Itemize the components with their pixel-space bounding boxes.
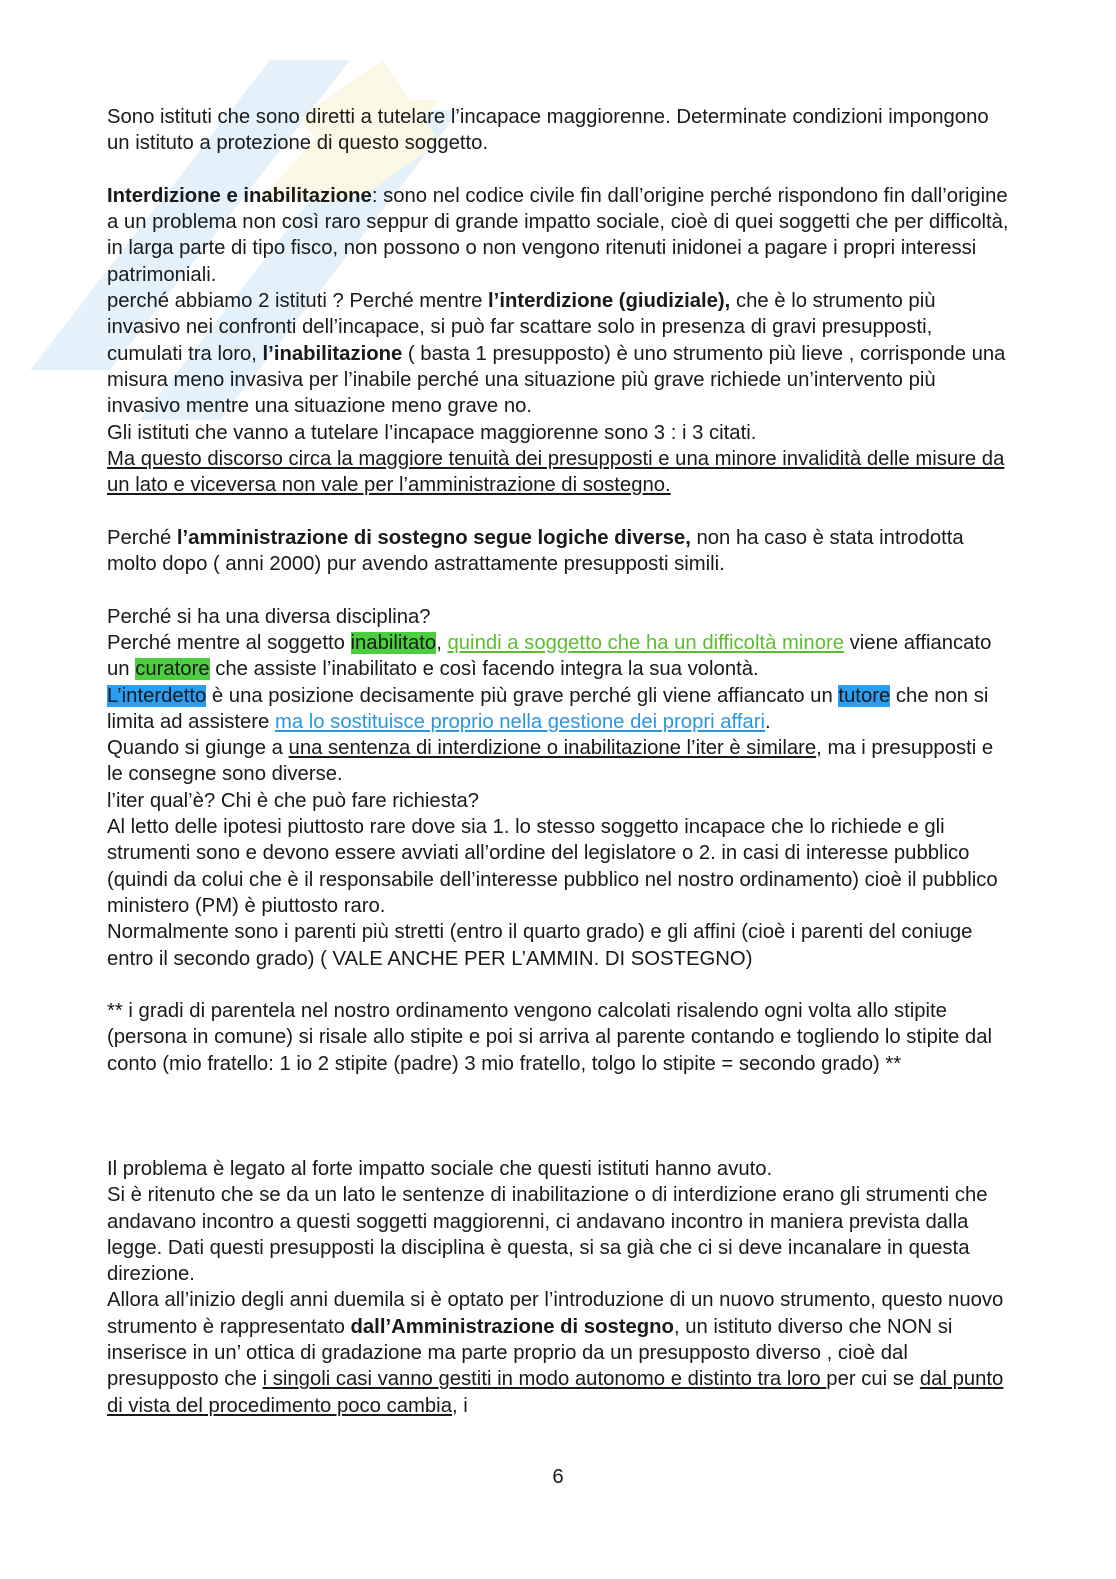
paragraph-amministrazione bbox=[107, 525, 1012, 578]
bold-term: Interdizione e inabilitazione bbox=[107, 184, 372, 207]
paragraph-interdetto bbox=[107, 683, 1012, 736]
highlight-interdetto: L’interdetto bbox=[107, 684, 207, 707]
bold-term: l’amministrazione di sostegno segue logiche diverse, bbox=[176, 526, 691, 549]
page-number: 6 bbox=[552, 1466, 564, 1488]
green-underlined-text: quindi a soggetto che ha un difficoltà minore bbox=[447, 631, 845, 654]
text-run: viene affiancato un bbox=[107, 631, 992, 681]
paragraph-due-istituti bbox=[107, 288, 1012, 419]
paragraph-interdizione bbox=[107, 183, 1012, 288]
text-run: per cui se bbox=[826, 1368, 920, 1391]
text-run: , i bbox=[451, 1394, 468, 1417]
text-run: che è lo strumento più invasivo nei confronti dell’incapace, si può far scattare solo in presenza di gravi presupposti, cumulati tra loro, bbox=[107, 290, 936, 365]
spacer bbox=[107, 157, 1012, 183]
spacer bbox=[107, 498, 1012, 524]
bold-term: l’interdizione (giudiziale), bbox=[488, 290, 731, 313]
paragraph-ritenuto: Si è ritenuto che se da un lato le sentenze di inabilitazione o di interdizione erano gli strumenti che andavano incontro a questi soggetti maggiorenni, ci andavano incontro in maniera prevista dalla legge. Dati questi presupposti la disciplina è questa, si sa già che ci si deve incanalare in questa direzione. bbox=[107, 1184, 988, 1286]
paragraph-underlined: Ma questo discorso circa la maggiore tenuità dei presupposti e una minore invalidità delle misure da un lato e viceversa non vale per l’amministrazione di sostegno. bbox=[107, 447, 1005, 497]
bold-term: l’inabilitazione bbox=[262, 342, 403, 365]
paragraph-ipotesi: Al letto delle ipotesi piuttosto rare dove sia 1. lo stesso soggetto incapace che lo richiede e gli strumenti sono e devono essere avviati all’ordine del legislatore o 2. in casi di interesse pubblico (quindi da colui che è il responsabile dell’interesse pubblico nel nostro ordinamento) cioè il pubblico ministero (PM) è piuttosto raro. bbox=[107, 816, 998, 917]
text-run: non ha caso è stata introdotta molto dopo ( anni 2000) pur avendo astrattamente presupposti simili. bbox=[107, 526, 964, 576]
bold-term: dall’Amministrazione di sostegno bbox=[350, 1315, 674, 1338]
highlight-curatore: curatore bbox=[135, 658, 210, 681]
text-run: ( basta 1 presupposto) è uno strumento più lieve , corrisponde una misura meno invasiva per l’inabile perché una situazione più grave richiede un’intervento più invasivo mentre una situazione meno grave no. bbox=[107, 342, 1006, 418]
text-run: Perché bbox=[107, 526, 177, 549]
text-run: , un istituto diverso che NON si inserisce in un’ ottica di gradazione ma parte proprio da un presupposto diverso , cioè dal presupposto che bbox=[107, 1315, 953, 1391]
paragraph-tre-istituti: Gli istituti che vanno a tutelare l’incapace maggiorenne sono 3 : i 3 citati. bbox=[107, 421, 757, 444]
blue-underlined-text: ma lo sostituisce proprio nella gestione dei propri affari bbox=[274, 710, 765, 733]
text-run: perché abbiamo 2 istituti ? Perché mentre bbox=[107, 290, 489, 313]
spacer bbox=[107, 1077, 1012, 1156]
paragraph-intro: Sono istituti che sono diretti a tutelare l’incapace maggiorenne. Determinate condizioni impongono un istituto a protezione di questo soggetto. bbox=[107, 106, 989, 155]
underlined-text: i singoli casi vanno gestiti in modo autonomo e distinto tra loro bbox=[262, 1368, 827, 1391]
spacer bbox=[107, 577, 1012, 603]
text-run: Allora all’inizio degli anni duemila si è optato per l’introduzione di un nuovo strumento, questo nuovo strumento è rappresentato bbox=[107, 1289, 1004, 1338]
paragraph-inabilitato bbox=[107, 630, 1012, 683]
highlight-inabilitato: inabilitato bbox=[350, 631, 437, 654]
underlined-text: dal punto di vista del procedimento poco cambia bbox=[107, 1368, 1004, 1417]
text-run: : sono nel codice civile fin dall’origine perché rispondono fin dall’origine a un problema non così raro seppur di grande impatto sociale, cioè di quei soggetti che per difficoltà, in larga parte di tipo fisco, non possono o non vengono ritenuti inidonei a pagare i propri interessi patrimoniali. bbox=[107, 184, 1009, 286]
text-run: è una posizione decisamente più grave perché gli viene affiancato un bbox=[206, 684, 839, 707]
paragraph-note-gradi: ** i gradi di parentela nel nostro ordinamento vengono calcolati risalendo ogni volta allo stipite (persona in comune) si risale allo stipite e poi si arriva al parente contando e togliendo lo stipite dal conto (mio fratello: 1 io 2 stipite (padre) 3 mio fratello, tolgo lo stipite = secondo grado) ** bbox=[107, 1000, 992, 1075]
text-run: che non si limita ad assistere bbox=[107, 684, 989, 733]
paragraph-problema: Il problema è legato al forte impatto sociale che questi istituti hanno avuto. bbox=[107, 1157, 773, 1180]
underlined-text: una sentenza di interdizione o inabilitazione l’iter è similare bbox=[288, 737, 817, 760]
text-run: . bbox=[764, 710, 771, 733]
document-page bbox=[107, 104, 1012, 1419]
paragraph-iter: l’iter qual’è? Chi è che può fare richiesta? bbox=[107, 789, 480, 812]
paragraph-nuovo-strumento bbox=[107, 1287, 1012, 1418]
spacer bbox=[107, 972, 1012, 998]
highlight-tutore: tutore bbox=[838, 684, 891, 707]
text-run: Perché mentre al soggetto bbox=[107, 631, 351, 654]
text-run: che assiste l’inabilitato e così facendo integra la sua volontà. bbox=[209, 658, 759, 681]
paragraph-sentenza bbox=[107, 735, 1012, 788]
text-run: , bbox=[436, 631, 448, 654]
paragraph-parenti: Normalmente sono i parenti più stretti (entro il quarto grado) e gli affini (cioè i parenti del coniuge entro il secondo grado) ( VALE ANCHE PER L’AMMIN. DI SOSTEGNO) bbox=[107, 921, 973, 970]
text-run: Quando si giunge a bbox=[107, 737, 289, 760]
paragraph-question: Perché si ha una diversa disciplina? bbox=[107, 605, 431, 628]
text-run: , ma i presupposti e le consegne sono diverse. bbox=[107, 737, 994, 786]
